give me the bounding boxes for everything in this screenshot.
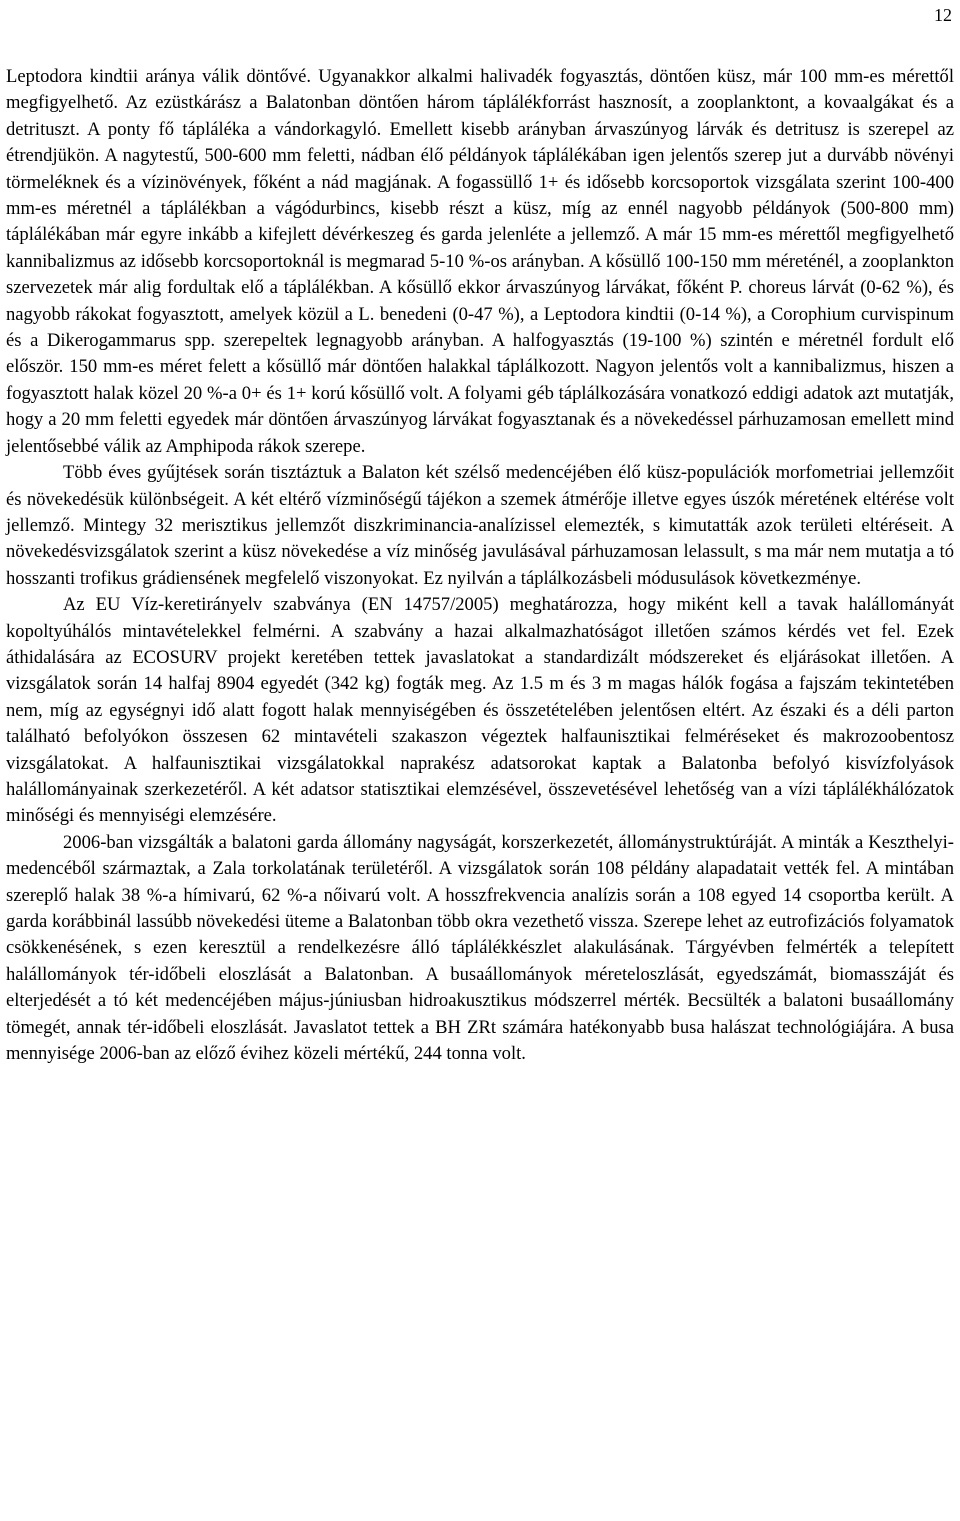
paragraph-eu-water-framework: Az EU Víz-keretirányelv szabványa (EN 14757/2005) meghatározza, hogy miként kell a tavak halállományát kopoltyúhálós mintavételekkel felmérni. A szabvány a hazai alkalmazhatóságot illetően számos kérdés vet fel. Ezek áthidalására az ECOSURV projekt keretében tettek javaslatokat a standardizált módszereket és eljárásokat illetően. A vizsgálatok során 14 halfaj 8904 egyedét (342 kg) fogták meg. Az 1.5 m és 3 m magas hálók fogása a fajszám tekintetében nem, míg az egységnyi idő alatt fogott halak mennyiségében és összetételében jelentősen eltért. Az északi és a déli parton található befolyókon összesen 62 mintavételi szakaszon végeztek halfaunisztikai felméréseket és makrozoobentosz vizsgálatokat. A halfaunisztikai vizsgálatokkal naprakész adatsorokat kaptak a Balatonba befolyó kisvízfolyások halállományainak szerkezetéről. A két adatsor statisztikai elemzésével, összevetésével lehetőség van a vízi táplálékhálózatok minőségi és mennyiségi elemzésére. — [6, 594, 954, 827]
paragraph-kusz-morphometry: Több éves gyűjtések során tisztáztuk a Balaton két szélső medencéjében élő küsz-populációk morfometriai jellemzőit és növekedésük különbségeit. A két eltérő vízminőségű tájékon a szemek átmérője illetve egyes úszók méretének eltérése volt jellemző. Mintegy 32 merisztikus jellemzőt diszkriminancia-analízissel elemezték, s kimutatták azok területi eltéréseit. A növekedésvizsgálatok szerint a küsz növekedése a víz minőség javulásával párhuzamosan lelassult, s ma már nem mutatja a tó hosszanti trofikus grádiensének megfelelő viszonyokat. Ez nyilván a táplálkozásbeli módusulások következménye. — [6, 462, 954, 589]
page-number: 12 — [934, 5, 952, 25]
document-body — [6, 64, 954, 1067]
paragraph-diet-composition: Leptodora kindtii aránya válik döntővé. Ugyanakkor alkalmi halivadék fogyasztás, döntően küsz, már 100 mm-es mérettől megfigyelhető. Az ezüstkárász a Balatonban döntően három táplálékforrást hasznosít, a zooplanktont, a kovaalgákat és a detrituszt. A ponty fő tápláléka a vándorkagyló. Emellett kisebb arányban árvaszúnyog lárvák és detritusz is szerepel az étrendjükön. A nagytestű, 500-600 mm feletti, nádban élő példányok táplálékában igen jelentős szerep jut a durvább növényi törmeléknek és a vízinövények, főként a nád magjának. A fogassüllő 1+ és idősebb korcsoportok vizsgálata szerint 100-400 mm-es méretnél a táplálékban a vágódurbincs, kisebb részt a küsz, míg az ennél nagyobb példányok (500-800 mm) táplálékában már egyre inkább a kifejlett dévérkeszeg és garda jelenléte a jellemző. A már 15 mm-es mérettől megfigyelhető kannibalizmus az idősebb korcsoportoknál is megmarad 5-10 %-os arányban. A kősüllő 100-150 mm méreténél, a zooplankton szervezetek már alig fordultak elő a táplálékban. A kősüllő ekkor árvaszúnyog lárvákat, főként P. choreus lárvát (0-62 %), és nagyobb rákokat fogyasztott, amelyek közül a L. benedeni (0-47 %), a Leptodora kindtii (0-14 %), a Corophium curvispinum és a Dikerogammarus spp. szerepeltek legnagyobb arányban. A halfogyasztás (19-100 %) szintén e méretnél fordult elő először. 150 mm-es méret felett a kősüllő már döntően halakkal táplálkozott. Nagyon jelentős volt a kannibalizmus, hiszen a fogyasztott halak közel 20 %-a 0+ és 1+ korú kősüllő volt. A folyami géb táplálkozására vonatkozó eddigi adatok azt mutatják, hogy a 20 mm feletti egyedek már döntően árvaszúnyog lárvákat fogyasztanak és a növekedéssel párhuzamosan emellett mind jelentősebbé válik az Amphipoda rákok szerepe. — [6, 66, 954, 457]
paragraph-garda-survey: 2006-ban vizsgálták a balatoni garda állomány nagyságát, korszerkezetét, állománystruktúráját. A minták a Keszthelyi-medencéből származtak, a Zala torkolatának területéről. A vizsgálatok során 108 példány alapadatait vették fel. A mintában szereplő halak 38 %-a hímivarú, 62 %-a nőivarú volt. A hosszfrekvencia analízis során a 108 egyed 14 csoportba került. A garda korábbinál lassúbb növekedési üteme a Balatonban több okra vezethető vissza. Szerepe lehet az eutrofizációs folyamatok csökkenésének, s ezen keresztül a rendelkezésre álló táplálékkészlet alakulásának. Tárgyévben felmérték a telepített halállományok tér-időbeli eloszlását a Balatonban. A busaállományok méreteloszlását, egyedszámát, biomasszáját és elterjedését a tó két medencéjében május-júniusban hidroakusztikus módszerrel mérték. Becsülték a balatoni busaállomány tömegét, annak tér-időbeli eloszlását. Javaslatot tettek a BH ZRt számára hatékonyabb busa halászat technológiájára. A busa mennyisége 2006-ban az előző évihez közeli mértékű, 244 tonna volt. — [6, 831, 954, 1065]
